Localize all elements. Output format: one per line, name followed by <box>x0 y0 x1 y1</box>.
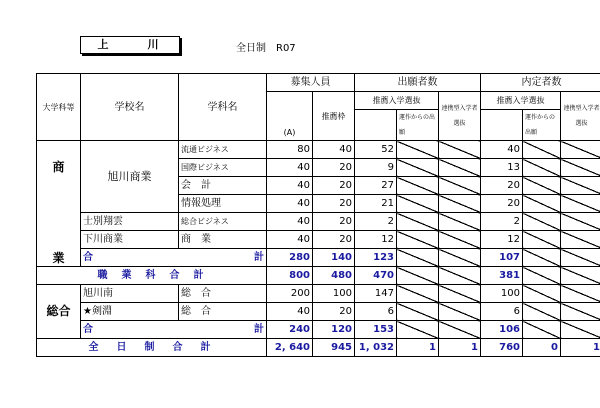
suisen-cell: 20 <box>313 303 355 321</box>
naitei-cell: 107 <box>481 249 523 267</box>
diag-cell <box>439 285 481 303</box>
header-apply: 出願者数 <box>355 74 481 92</box>
recruit-cell: 40 <box>267 303 313 321</box>
table-row <box>37 303 600 321</box>
subtotal-label-b: 計 <box>254 252 264 263</box>
diag-cell <box>397 321 439 339</box>
school-cell: 士別翔雲 <box>81 213 179 231</box>
grand-total-label: 全 日 制 合 計 <box>37 339 267 357</box>
subtotal-row <box>37 249 600 267</box>
header-dept: 学科名 <box>179 74 267 141</box>
recruit-cell: 40 <box>267 231 313 249</box>
diag-cell <box>397 213 439 231</box>
faculty-commerce-bottom: 業 <box>37 195 81 267</box>
subtotal-label-a: 合 <box>83 252 93 263</box>
diag-cell <box>397 303 439 321</box>
header-naitei-suisen: 推薦入学選抜 <box>481 92 561 110</box>
diag-cell <box>523 141 561 159</box>
school-cell: 旭川南 <box>81 285 179 303</box>
header-naitei-renkei: 連携型入学者選抜 <box>561 92 600 141</box>
apply-cell: 52 <box>355 141 397 159</box>
apply-cell: 153 <box>355 321 397 339</box>
diag-cell <box>523 231 561 249</box>
naitei-cell: 2 <box>481 213 523 231</box>
header-school: 学校名 <box>81 74 179 141</box>
suisen-cell: 20 <box>313 159 355 177</box>
dept-cell: 総 合 <box>179 285 267 303</box>
apply-cell: 9 <box>355 159 397 177</box>
diag-cell <box>523 267 561 285</box>
diag-cell <box>439 303 481 321</box>
subtotal-label-b: 計 <box>254 324 264 335</box>
diag-cell <box>397 159 439 177</box>
diag-cell <box>561 303 600 321</box>
naitei-cell: 381 <box>481 267 523 285</box>
table-row <box>37 231 600 249</box>
diag-cell <box>439 231 481 249</box>
diag-cell <box>523 213 561 231</box>
faculty-commerce-top: 商 <box>37 141 81 195</box>
header-apply-renkei: 連携型入学者選抜 <box>439 92 481 141</box>
suisen-cell: 40 <box>313 141 355 159</box>
apply-cell: 2 <box>355 213 397 231</box>
apply-cell: 123 <box>355 249 397 267</box>
recruit-cell: 280 <box>267 249 313 267</box>
subtotal-row <box>37 321 600 339</box>
apply-cell: 147 <box>355 285 397 303</box>
apply-cell: 21 <box>355 195 397 213</box>
vocational-total-label: 職 業 科 合 計 <box>37 267 267 285</box>
naitei-cell: 6 <box>481 303 523 321</box>
suisen-cell: 480 <box>313 267 355 285</box>
header-naitei-sub: 運作からの出願 <box>523 110 561 141</box>
naitei-renkei-cell: 1 <box>561 339 600 357</box>
naitei-cell: 106 <box>481 321 523 339</box>
diag-cell <box>561 159 600 177</box>
recruit-cell: 240 <box>267 321 313 339</box>
diag-cell <box>523 177 561 195</box>
dept-cell: 総 合 <box>179 303 267 321</box>
diag-cell <box>439 213 481 231</box>
apply-renkei-cell: 1 <box>439 339 481 357</box>
diag-cell <box>439 177 481 195</box>
naitei-cell: 13 <box>481 159 523 177</box>
diag-cell <box>561 213 600 231</box>
apply-cell: 12 <box>355 231 397 249</box>
apply-cell: 6 <box>355 303 397 321</box>
grand-total-row <box>37 339 600 357</box>
diag-cell <box>561 177 600 195</box>
diag-cell <box>523 195 561 213</box>
diag-cell <box>397 177 439 195</box>
table-row <box>37 285 600 303</box>
diag-cell <box>561 231 600 249</box>
dept-cell: 会 計 <box>179 177 267 195</box>
diag-cell <box>561 141 600 159</box>
apply-sub-cell: 1 <box>397 339 439 357</box>
header-recruit-suisen: 推薦枠 <box>313 92 355 141</box>
suisen-cell: 20 <box>313 177 355 195</box>
vocational-total-row <box>37 267 600 285</box>
table-row <box>37 213 600 231</box>
diag-cell <box>397 141 439 159</box>
dept-cell: 情報処理 <box>179 195 267 213</box>
system-label: 全日制 R07 <box>236 43 296 54</box>
recruit-cell: 200 <box>267 285 313 303</box>
recruit-cell: 40 <box>267 195 313 213</box>
suisen-cell: 945 <box>313 339 355 357</box>
dept-cell: 流通ビジネス <box>179 141 267 159</box>
diag-cell <box>397 231 439 249</box>
header-apply-sub: 運作からの出願 <box>397 110 439 141</box>
recruit-cell: 80 <box>267 141 313 159</box>
diag-cell <box>561 249 600 267</box>
faculty-general: 総合 <box>37 285 81 339</box>
diag-cell <box>439 249 481 267</box>
diag-cell <box>523 285 561 303</box>
table-row <box>37 141 600 159</box>
diag-cell <box>439 159 481 177</box>
suisen-cell: 20 <box>313 231 355 249</box>
naitei-cell: 760 <box>481 339 523 357</box>
diag-cell <box>439 267 481 285</box>
recruit-cell: 40 <box>267 177 313 195</box>
diag-cell <box>561 267 600 285</box>
suisen-cell: 20 <box>313 195 355 213</box>
subtotal-label-a: 合 <box>83 324 93 335</box>
diag-cell <box>439 195 481 213</box>
dept-cell: 商 業 <box>179 231 267 249</box>
school-cell: 下川商業 <box>81 231 179 249</box>
region-name: 上 川 <box>80 36 180 54</box>
diag-cell <box>523 249 561 267</box>
naitei-cell: 40 <box>481 141 523 159</box>
header-recruit: 募集人員 <box>267 74 355 92</box>
naitei-cell: 100 <box>481 285 523 303</box>
admission-table <box>36 73 600 357</box>
diag-cell <box>561 285 600 303</box>
diag-cell <box>523 159 561 177</box>
diag-cell <box>397 249 439 267</box>
diag-cell <box>439 141 481 159</box>
recruit-cell: 40 <box>267 213 313 231</box>
recruit-cell: 40 <box>267 159 313 177</box>
header-apply-blank <box>355 110 397 141</box>
dept-cell: 国際ビジネス <box>179 159 267 177</box>
header-naitei: 内定者数 <box>481 74 600 92</box>
diag-cell <box>561 195 600 213</box>
recruit-cell: 2, 640 <box>267 339 313 357</box>
dept-cell: 総合ビジネス <box>179 213 267 231</box>
apply-cell: 27 <box>355 177 397 195</box>
apply-cell: 470 <box>355 267 397 285</box>
naitei-cell: 20 <box>481 195 523 213</box>
header-row-1 <box>37 74 600 92</box>
diag-cell <box>397 195 439 213</box>
diag-cell <box>439 321 481 339</box>
apply-cell: 1, 032 <box>355 339 397 357</box>
suisen-cell: 140 <box>313 249 355 267</box>
naitei-cell: 12 <box>481 231 523 249</box>
header-naitei-blank <box>481 110 523 141</box>
header-faculty: 大学科等 <box>37 74 81 141</box>
header-recruit-a: (A) <box>267 92 313 141</box>
naitei-sub-cell: 0 <box>523 339 561 357</box>
diag-cell <box>397 267 439 285</box>
naitei-cell: 20 <box>481 177 523 195</box>
diag-cell <box>561 321 600 339</box>
diag-cell <box>397 285 439 303</box>
diag-cell <box>523 321 561 339</box>
recruit-cell: 800 <box>267 267 313 285</box>
school-cell: ★剣淵 <box>81 303 179 321</box>
subtotal-label <box>81 249 267 267</box>
subtotal-label <box>81 321 267 339</box>
school-cell: 旭川商業 <box>81 141 179 213</box>
header-apply-suisen: 推薦入学選抜 <box>355 92 439 110</box>
diag-cell <box>523 303 561 321</box>
suisen-cell: 100 <box>313 285 355 303</box>
suisen-cell: 20 <box>313 213 355 231</box>
suisen-cell: 120 <box>313 321 355 339</box>
